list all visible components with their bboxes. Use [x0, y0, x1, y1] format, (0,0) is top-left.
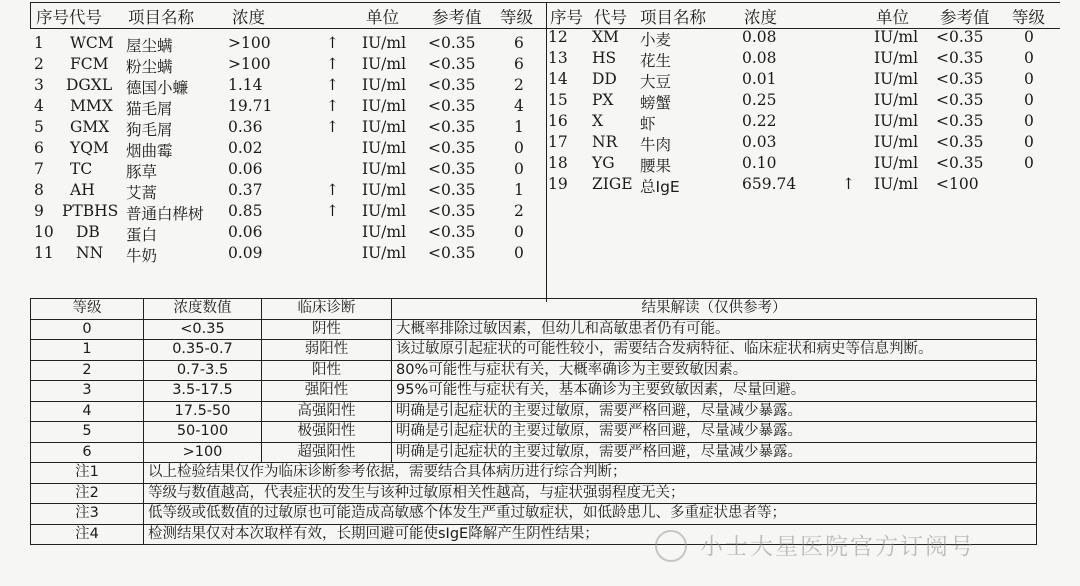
row-name: 牛奶 [126, 247, 158, 265]
row-unit: IU/ml [362, 97, 407, 115]
row-unit: IU/ml [362, 244, 407, 262]
row-code: ZIGE [592, 175, 633, 193]
row-name: 普通白桦树 [126, 205, 204, 223]
row-conc: 0.37 [228, 181, 263, 199]
legend-header-grade: 等级 [31, 299, 144, 320]
row-name: 总IgE [640, 178, 680, 196]
header-seq: 序号 [550, 8, 583, 27]
row-arrow: ↑ [326, 181, 339, 199]
row-code: HS [592, 49, 617, 67]
legend-grade: 0 [31, 319, 144, 340]
row-name: 大豆 [640, 73, 672, 91]
table-row [0, 244, 546, 265]
footnote-text: 低等级或低数值的过敏原也可能造成高敏感个体发生严重过敏症状，如低龄患儿、多重症状患者等； [144, 504, 1037, 525]
row-unit: IU/ml [362, 34, 407, 52]
row-arrow: ↑ [326, 55, 339, 73]
footnote-row [31, 463, 1037, 484]
legend-note: 明确是引起症状的主要过敏原，需要严格回避，尽量减少暴露。 [392, 442, 1037, 463]
row-no: 9 [34, 202, 44, 220]
row-no: 12 [548, 28, 568, 46]
row-grade: 0 [1024, 133, 1034, 151]
footnote-label: 注1 [31, 463, 144, 484]
row-conc: 0.09 [228, 244, 263, 262]
table-row [0, 160, 546, 181]
header-unit: 单位 [366, 8, 399, 27]
row-ref: <0.35 [428, 34, 476, 52]
row-code: MMX [70, 97, 113, 115]
row-ref: <0.35 [936, 70, 984, 88]
table-row [546, 154, 1066, 175]
row-no: 7 [34, 160, 44, 178]
header-name: 项目名称 [640, 8, 706, 27]
row-code: WCM [70, 34, 114, 52]
row-unit: IU/ml [874, 112, 919, 130]
row-no: 8 [34, 181, 44, 199]
row-unit: IU/ml [362, 118, 407, 136]
footnote-row [31, 504, 1037, 525]
row-name: 艾蒿 [126, 184, 158, 202]
row-conc: 0.22 [742, 112, 777, 130]
table-row [0, 55, 546, 76]
row-code: TC [70, 160, 93, 178]
table-row [546, 175, 1066, 196]
legend-diagnosis: 弱阳性 [262, 340, 392, 361]
table-row [0, 97, 546, 118]
header-grade: 等级 [1012, 8, 1045, 27]
legend-range: 50-100 [144, 422, 262, 443]
legend-diagnosis: 强阳性 [262, 381, 392, 402]
row-no: 11 [34, 244, 54, 262]
row-grade: 0 [1024, 70, 1034, 88]
row-no: 19 [548, 175, 568, 193]
row-code: DB [76, 223, 100, 241]
row-ref: <0.35 [428, 118, 476, 136]
row-grade: 0 [1024, 49, 1034, 67]
legend-grade: 5 [31, 422, 144, 443]
table-row [0, 118, 546, 139]
row-code: PX [592, 91, 614, 109]
row-unit: IU/ml [874, 49, 919, 67]
footnote-label: 注3 [31, 504, 144, 525]
row-ref: <0.35 [936, 28, 984, 46]
table-row [546, 49, 1066, 70]
row-grade: 1 [514, 181, 524, 199]
legend-diagnosis: 极强阳性 [262, 422, 392, 443]
row-grade: 0 [1024, 91, 1034, 109]
row-ref: <0.35 [428, 76, 476, 94]
row-grade: 0 [514, 160, 524, 178]
footnote-label: 注2 [31, 483, 144, 504]
legend-row [31, 360, 1037, 381]
row-ref: <0.35 [936, 49, 984, 67]
legend-row [31, 340, 1037, 361]
row-code: AH [70, 181, 95, 199]
row-ref: <0.35 [428, 160, 476, 178]
header-ref: 参考值 [432, 8, 482, 27]
watermark-logo-icon [655, 530, 687, 562]
header-name: 项目名称 [128, 8, 194, 27]
row-ref: <0.35 [428, 202, 476, 220]
header-conc: 浓度 [744, 8, 777, 27]
row-grade: 2 [514, 76, 524, 94]
row-unit: IU/ml [874, 91, 919, 109]
row-conc: 659.74 [742, 175, 797, 193]
header-unit: 单位 [876, 8, 909, 27]
legend-header-interpretation: 结果解读（仅供参考） [392, 299, 1037, 320]
row-name: 狗毛屑 [126, 121, 173, 139]
row-no: 16 [548, 112, 568, 130]
footnote-text: 以上检验结果仅作为临床诊断参考依据，需要结合具体病历进行综合判断； [144, 463, 1037, 484]
row-grade: 0 [514, 244, 524, 262]
row-code: NN [76, 244, 104, 262]
row-arrow: ↑ [326, 34, 339, 52]
legend-range: 0.35-0.7 [144, 340, 262, 361]
row-name: 小麦 [640, 31, 672, 49]
row-no: 2 [34, 55, 44, 73]
row-conc: 0.36 [228, 118, 263, 136]
footnote-text: 等级与数值越高，代表症状的发生与该种过敏原相关性越高，与症状强弱程度无关； [144, 483, 1037, 504]
header-ref: 参考值 [940, 8, 990, 27]
row-code: DD [592, 70, 617, 88]
row-no: 4 [34, 97, 44, 115]
row-name: 烟曲霉 [126, 142, 173, 160]
row-conc: 0.08 [742, 49, 777, 67]
legend-row [31, 422, 1037, 443]
header-seq-code: 序号代号 [36, 8, 102, 27]
row-no: 10 [34, 223, 54, 241]
row-unit: IU/ml [874, 175, 919, 193]
row-grade: 6 [514, 55, 524, 73]
table-row [0, 202, 546, 223]
row-conc: 0.85 [228, 202, 263, 220]
row-grade: 0 [514, 223, 524, 241]
legend-header-diagnosis: 临床诊断 [262, 299, 392, 320]
row-conc: >100 [228, 55, 271, 73]
legend-header-range: 浓度数值 [144, 299, 262, 320]
row-no: 5 [34, 118, 44, 136]
row-unit: IU/ml [874, 133, 919, 151]
row-ref: <0.35 [428, 55, 476, 73]
row-unit: IU/ml [362, 76, 407, 94]
row-unit: IU/ml [362, 139, 407, 157]
legend-grade: 6 [31, 442, 144, 463]
row-grade: 6 [514, 34, 524, 52]
row-no: 17 [548, 133, 568, 151]
watermark: 小士大星医院官方订阅号 [700, 534, 975, 560]
row-code: NR [592, 133, 618, 151]
row-conc: 0.03 [742, 133, 777, 151]
row-unit: IU/ml [874, 28, 919, 46]
row-code: PTBHS [62, 202, 119, 220]
legend-grade: 3 [31, 381, 144, 402]
row-no: 14 [548, 70, 568, 88]
row-grade: 0 [1024, 28, 1034, 46]
row-no: 6 [34, 139, 44, 157]
legend-note: 明确是引起症状的主要过敏原，需要严格回避，尽量减少暴露。 [392, 422, 1037, 443]
legend-table [30, 298, 1037, 545]
row-name: 牛肉 [640, 136, 672, 154]
row-conc: 0.08 [742, 28, 777, 46]
table-row [0, 223, 546, 244]
row-no: 18 [548, 154, 568, 172]
row-ref: <100 [936, 175, 979, 193]
row-name: 螃蟹 [640, 94, 672, 112]
header-grade: 等级 [500, 8, 533, 27]
legend-diagnosis: 超强阳性 [262, 442, 392, 463]
legend-note: 95%可能性与症状有关，基本确诊为主要致敏因素，尽量回避。 [392, 381, 1037, 402]
row-conc: 19.71 [228, 97, 273, 115]
header-conc: 浓度 [232, 8, 265, 27]
row-unit: IU/ml [362, 202, 407, 220]
row-no: 1 [34, 34, 44, 52]
row-code: FCM [70, 55, 109, 73]
footnote-row [31, 483, 1037, 504]
row-grade: 1 [514, 118, 524, 136]
legend-grade: 4 [31, 401, 144, 422]
row-grade: 2 [514, 202, 524, 220]
legend-diagnosis: 阳性 [262, 360, 392, 381]
row-grade: 0 [514, 139, 524, 157]
row-unit: IU/ml [362, 181, 407, 199]
row-name: 粉尘螨 [126, 58, 173, 76]
left-border [30, 2, 31, 28]
legend-row [31, 442, 1037, 463]
row-arrow: ↑ [842, 175, 855, 193]
row-name: 蛋白 [126, 226, 158, 244]
table-row [546, 112, 1066, 133]
row-ref: <0.35 [428, 97, 476, 115]
row-grade: 0 [1024, 154, 1034, 172]
row-arrow: ↑ [326, 118, 339, 136]
row-code: X [592, 112, 604, 130]
row-code: YQM [70, 139, 109, 157]
row-name: 豚草 [126, 163, 158, 181]
row-conc: 1.14 [228, 76, 263, 94]
row-code: DGXL [66, 76, 113, 94]
table-row [0, 181, 546, 202]
row-name: 腰果 [640, 157, 672, 175]
row-arrow: ↑ [326, 202, 339, 220]
row-name: 花生 [640, 52, 672, 70]
row-no: 13 [548, 49, 568, 67]
row-ref: <0.35 [936, 154, 984, 172]
row-name: 猫毛屑 [126, 100, 173, 118]
table-row [546, 91, 1066, 112]
table-row [0, 139, 546, 160]
row-unit: IU/ml [874, 70, 919, 88]
row-code: XM [592, 28, 619, 46]
legend-header-row [31, 299, 1037, 320]
footnote-label: 注4 [31, 524, 144, 545]
legend-range: 0.7-3.5 [144, 360, 262, 381]
table-row [546, 28, 1066, 49]
legend-diagnosis: 阴性 [262, 319, 392, 340]
row-name: 德国小蠊 [126, 79, 189, 97]
row-ref: <0.35 [936, 133, 984, 151]
legend-row [31, 401, 1037, 422]
row-conc: 0.06 [228, 223, 263, 241]
row-unit: IU/ml [362, 223, 407, 241]
row-conc: 0.25 [742, 91, 777, 109]
row-unit: IU/ml [874, 154, 919, 172]
row-code: YG [592, 154, 615, 172]
row-unit: IU/ml [362, 55, 407, 73]
row-conc: 0.10 [742, 154, 777, 172]
legend-range: 17.5-50 [144, 401, 262, 422]
row-no: 3 [34, 76, 44, 94]
row-unit: IU/ml [362, 160, 407, 178]
row-arrow: ↑ [326, 76, 339, 94]
table-row [0, 76, 546, 97]
legend-diagnosis: 高强阳性 [262, 401, 392, 422]
row-ref: <0.35 [428, 223, 476, 241]
legend-note: 明确是引起症状的主要过敏原，需要严格回避，尽量减少暴露。 [392, 401, 1037, 422]
table-row [546, 70, 1066, 91]
row-ref: <0.35 [936, 112, 984, 130]
row-ref: <0.35 [428, 244, 476, 262]
row-ref: <0.35 [936, 91, 984, 109]
row-conc: >100 [228, 34, 271, 52]
row-conc: 0.02 [228, 139, 263, 157]
row-name: 虾 [640, 115, 656, 133]
legend-row [31, 381, 1037, 402]
legend-range: >100 [144, 442, 262, 463]
row-no: 15 [548, 91, 568, 109]
legend-note: 该过敏原引起症状的可能性较小，需要结合发病特征、临床症状和病史等信息判断。 [392, 340, 1037, 361]
legend-note: 80%可能性与症状有关，大概率确诊为主要致敏因素。 [392, 360, 1037, 381]
row-grade: 4 [514, 97, 524, 115]
row-arrow: ↑ [326, 97, 339, 115]
row-conc: 0.01 [742, 70, 777, 88]
header-code: 代号 [594, 8, 627, 27]
row-grade: 0 [1024, 112, 1034, 130]
legend-range: 3.5-17.5 [144, 381, 262, 402]
legend-grade: 1 [31, 340, 144, 361]
legend-range: <0.35 [144, 319, 262, 340]
legend-row [31, 319, 1037, 340]
row-ref: <0.35 [428, 139, 476, 157]
row-name: 屋尘螨 [126, 37, 173, 55]
table-row [546, 133, 1066, 154]
legend-note: 大概率排除过敏因素，但幼儿和高敏患者仍有可能。 [392, 319, 1037, 340]
row-ref: <0.35 [428, 181, 476, 199]
footnote-text: 检测结果仅对本次取样有效，长期回避可能使sIgE降解产生阴性结果； [144, 524, 1037, 545]
row-conc: 0.06 [228, 160, 263, 178]
legend-grade: 2 [31, 360, 144, 381]
table-row [0, 34, 546, 55]
row-code: GMX [70, 118, 110, 136]
